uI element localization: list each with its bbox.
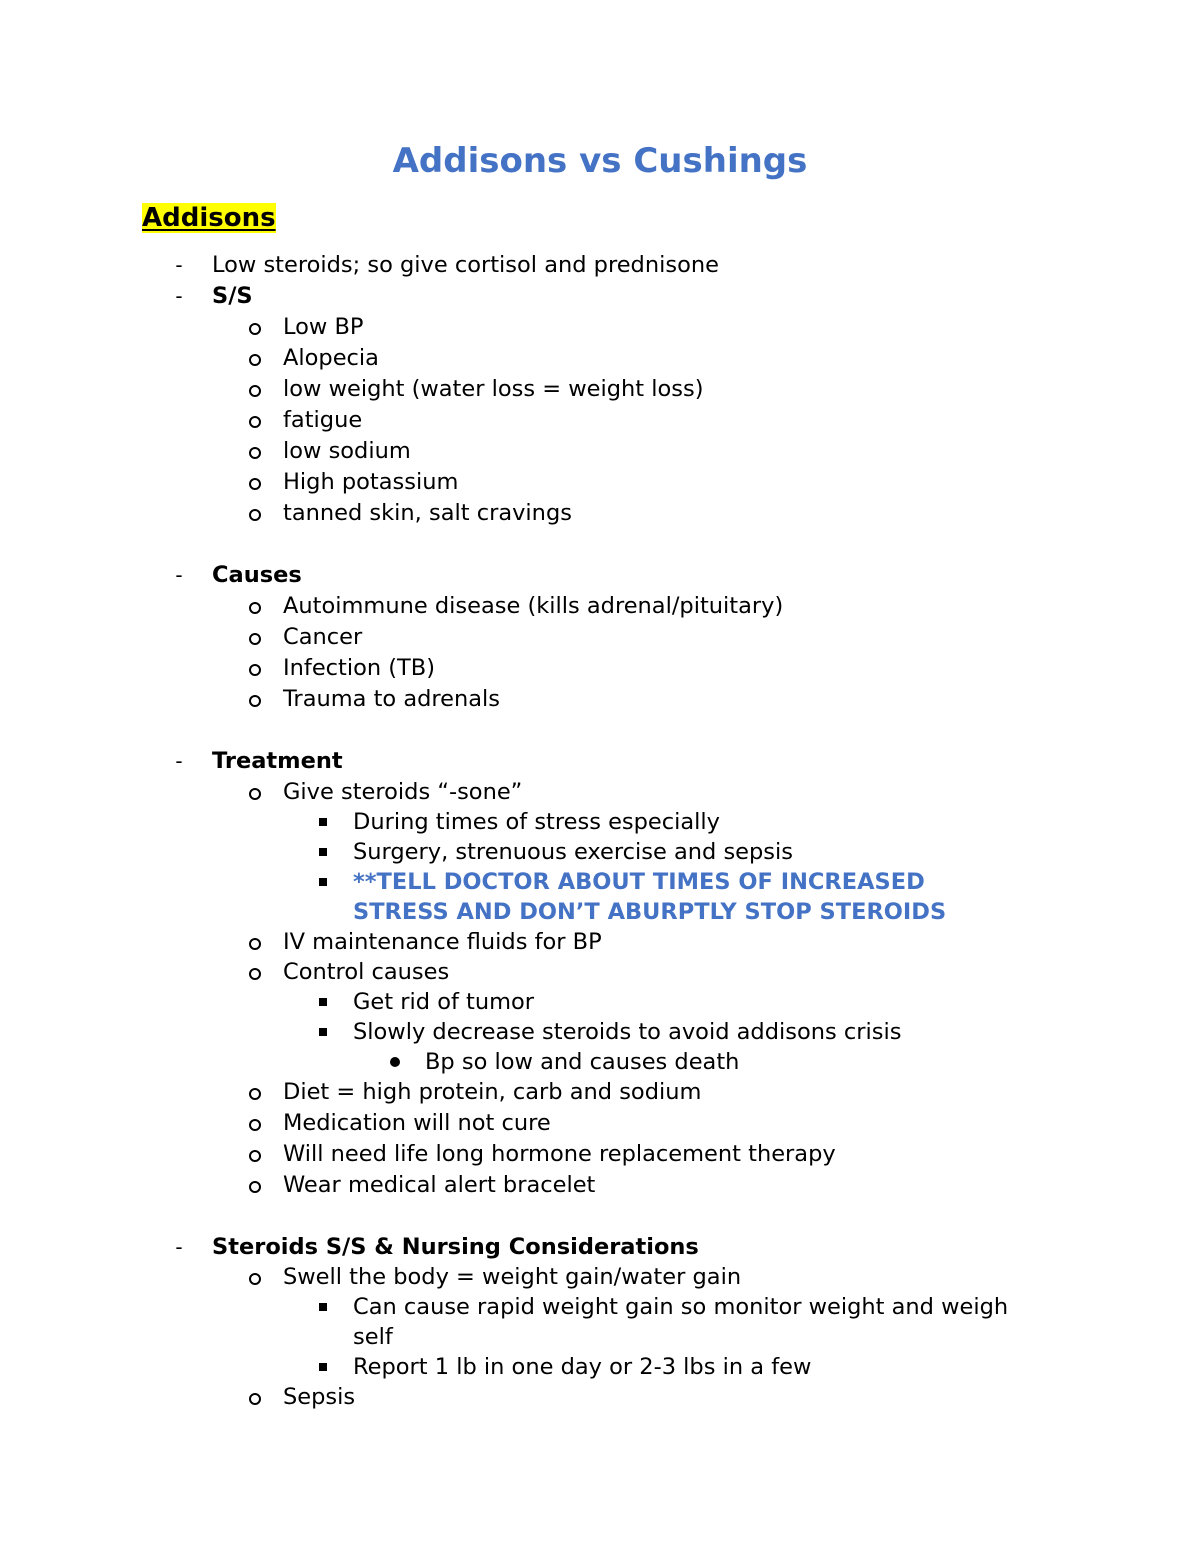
circle-bullet-icon	[249, 1181, 261, 1193]
circle-bullet-icon	[249, 323, 261, 335]
list-item-text: Surgery, strenuous exercise and sepsis	[353, 839, 793, 865]
list-item	[0, 436, 1200, 467]
list-item	[0, 1077, 1200, 1108]
list-item-text: High potassium	[283, 469, 459, 495]
list-item-text: Trauma to adrenals	[283, 686, 501, 712]
list-item	[0, 807, 1200, 837]
list-item	[0, 1352, 1200, 1382]
list-item	[0, 1292, 1200, 1322]
circle-bullet-icon	[249, 602, 261, 614]
square-bullet-icon	[319, 1028, 327, 1036]
list-item-text: Sepsis	[283, 1384, 356, 1410]
list-item	[0, 250, 1200, 281]
blank-line	[0, 1201, 1200, 1232]
list-item-text: Report 1 lb in one day or 2-3 lbs in a few	[353, 1354, 812, 1380]
dash-bullet-icon: -	[175, 284, 183, 308]
circle-bullet-icon	[249, 633, 261, 645]
list-item-text: Diet = high protein, carb and sodium	[283, 1079, 702, 1105]
list-item	[0, 1017, 1200, 1047]
circle-bullet-icon	[249, 788, 261, 800]
list-item-text: Low steroids; so give cortisol and prednisone	[212, 252, 719, 278]
subheading-signs-symptoms: S/S	[212, 283, 253, 309]
list-item	[0, 684, 1200, 715]
subheading-steroids-nursing: Steroids S/S & Nursing Considerations	[212, 1234, 699, 1260]
circle-bullet-icon	[249, 1088, 261, 1100]
dash-bullet-icon: -	[175, 253, 183, 277]
list-item	[0, 653, 1200, 684]
list-item	[0, 1382, 1200, 1412]
list-item-text: Will need life long hormone replacement therapy	[283, 1141, 836, 1167]
list-item	[0, 312, 1200, 343]
list-item-text: Can cause rapid weight gain so monitor weight and weigh	[353, 1294, 1009, 1320]
circle-bullet-icon	[249, 695, 261, 707]
list-item	[0, 1232, 1200, 1262]
square-bullet-icon	[319, 818, 327, 826]
list-item	[0, 622, 1200, 653]
list-item	[0, 1047, 1200, 1077]
dot-bullet-icon	[390, 1057, 400, 1067]
list-item	[0, 374, 1200, 405]
warning-text: **TELL DOCTOR ABOUT TIMES OF INCREASED	[353, 869, 925, 895]
highlighted-heading-text: Addisons	[142, 203, 276, 233]
list-item-text: Swell the body = weight gain/water gain	[283, 1264, 742, 1290]
list-item	[0, 867, 1200, 897]
list-item-text: Alopecia	[283, 345, 379, 371]
circle-bullet-icon	[249, 354, 261, 366]
subheading-causes: Causes	[212, 562, 302, 588]
list-item-text: Slowly decrease steroids to avoid addisons crisis	[353, 1019, 902, 1045]
circle-bullet-icon	[249, 1150, 261, 1162]
list-item-text: Bp so low and causes death	[425, 1049, 740, 1075]
list-item	[0, 927, 1200, 957]
section-heading-addisons	[142, 200, 276, 236]
list-item-text: IV maintenance fluids for BP	[283, 929, 602, 955]
circle-bullet-icon	[249, 1273, 261, 1285]
list-item-text: During times of stress especially	[353, 809, 720, 835]
list-item-text: Wear medical alert bracelet	[283, 1172, 596, 1198]
list-item-text: low sodium	[283, 438, 411, 464]
list-item-text: Infection (TB)	[283, 655, 436, 681]
list-item-text: tanned skin, salt cravings	[283, 500, 572, 526]
warning-text-continuation: STRESS AND DON’T ABURPTLY STOP STEROIDS	[353, 899, 947, 925]
list-item-text: Control causes	[283, 959, 450, 985]
list-item-text: low weight (water loss = weight loss)	[283, 376, 704, 402]
circle-bullet-icon	[249, 478, 261, 490]
circle-bullet-icon	[249, 664, 261, 676]
circle-bullet-icon	[249, 938, 261, 950]
list-item	[0, 777, 1200, 807]
circle-bullet-icon	[249, 968, 261, 980]
list-item-text: Low BP	[283, 314, 364, 340]
list-item	[0, 837, 1200, 867]
list-item	[0, 1170, 1200, 1201]
dash-bullet-icon: -	[175, 749, 183, 773]
list-item	[0, 1108, 1200, 1139]
subheading-treatment: Treatment	[212, 748, 343, 774]
list-item	[0, 987, 1200, 1017]
list-item	[0, 591, 1200, 622]
list-item	[0, 343, 1200, 374]
circle-bullet-icon	[249, 509, 261, 521]
square-bullet-icon	[319, 878, 327, 886]
list-item-text: Get rid of tumor	[353, 989, 535, 1015]
list-item	[0, 560, 1200, 591]
list-item	[0, 467, 1200, 498]
list-item-text: Cancer	[283, 624, 363, 650]
square-bullet-icon	[319, 1363, 327, 1371]
list-item-text: Autoimmune disease (kills adrenal/pituitary)	[283, 593, 784, 619]
list-item-text: Medication will not cure	[283, 1110, 551, 1136]
list-item	[0, 1139, 1200, 1170]
list-item	[0, 1262, 1200, 1292]
list-item	[0, 405, 1200, 436]
list-item-text: Give steroids “-sone”	[283, 779, 523, 805]
square-bullet-icon	[319, 1303, 327, 1311]
list-item-continuation	[0, 897, 1200, 927]
blank-line	[0, 715, 1200, 746]
circle-bullet-icon	[249, 447, 261, 459]
circle-bullet-icon	[249, 1393, 261, 1405]
square-bullet-icon	[319, 998, 327, 1006]
list-item-text: fatigue	[283, 407, 363, 433]
list-item	[0, 957, 1200, 987]
circle-bullet-icon	[249, 1119, 261, 1131]
list-item	[0, 281, 1200, 312]
list-item	[0, 746, 1200, 777]
document-title: Addisons vs Cushings	[392, 141, 808, 181]
list-item-text-continuation: self	[353, 1324, 393, 1350]
blank-line	[0, 529, 1200, 560]
dash-bullet-icon: -	[175, 563, 183, 587]
circle-bullet-icon	[249, 416, 261, 428]
dash-bullet-icon: -	[175, 1235, 183, 1259]
notes-outline	[0, 250, 1200, 1412]
list-item-continuation	[0, 1322, 1200, 1352]
square-bullet-icon	[319, 848, 327, 856]
circle-bullet-icon	[249, 385, 261, 397]
list-item	[0, 498, 1200, 529]
